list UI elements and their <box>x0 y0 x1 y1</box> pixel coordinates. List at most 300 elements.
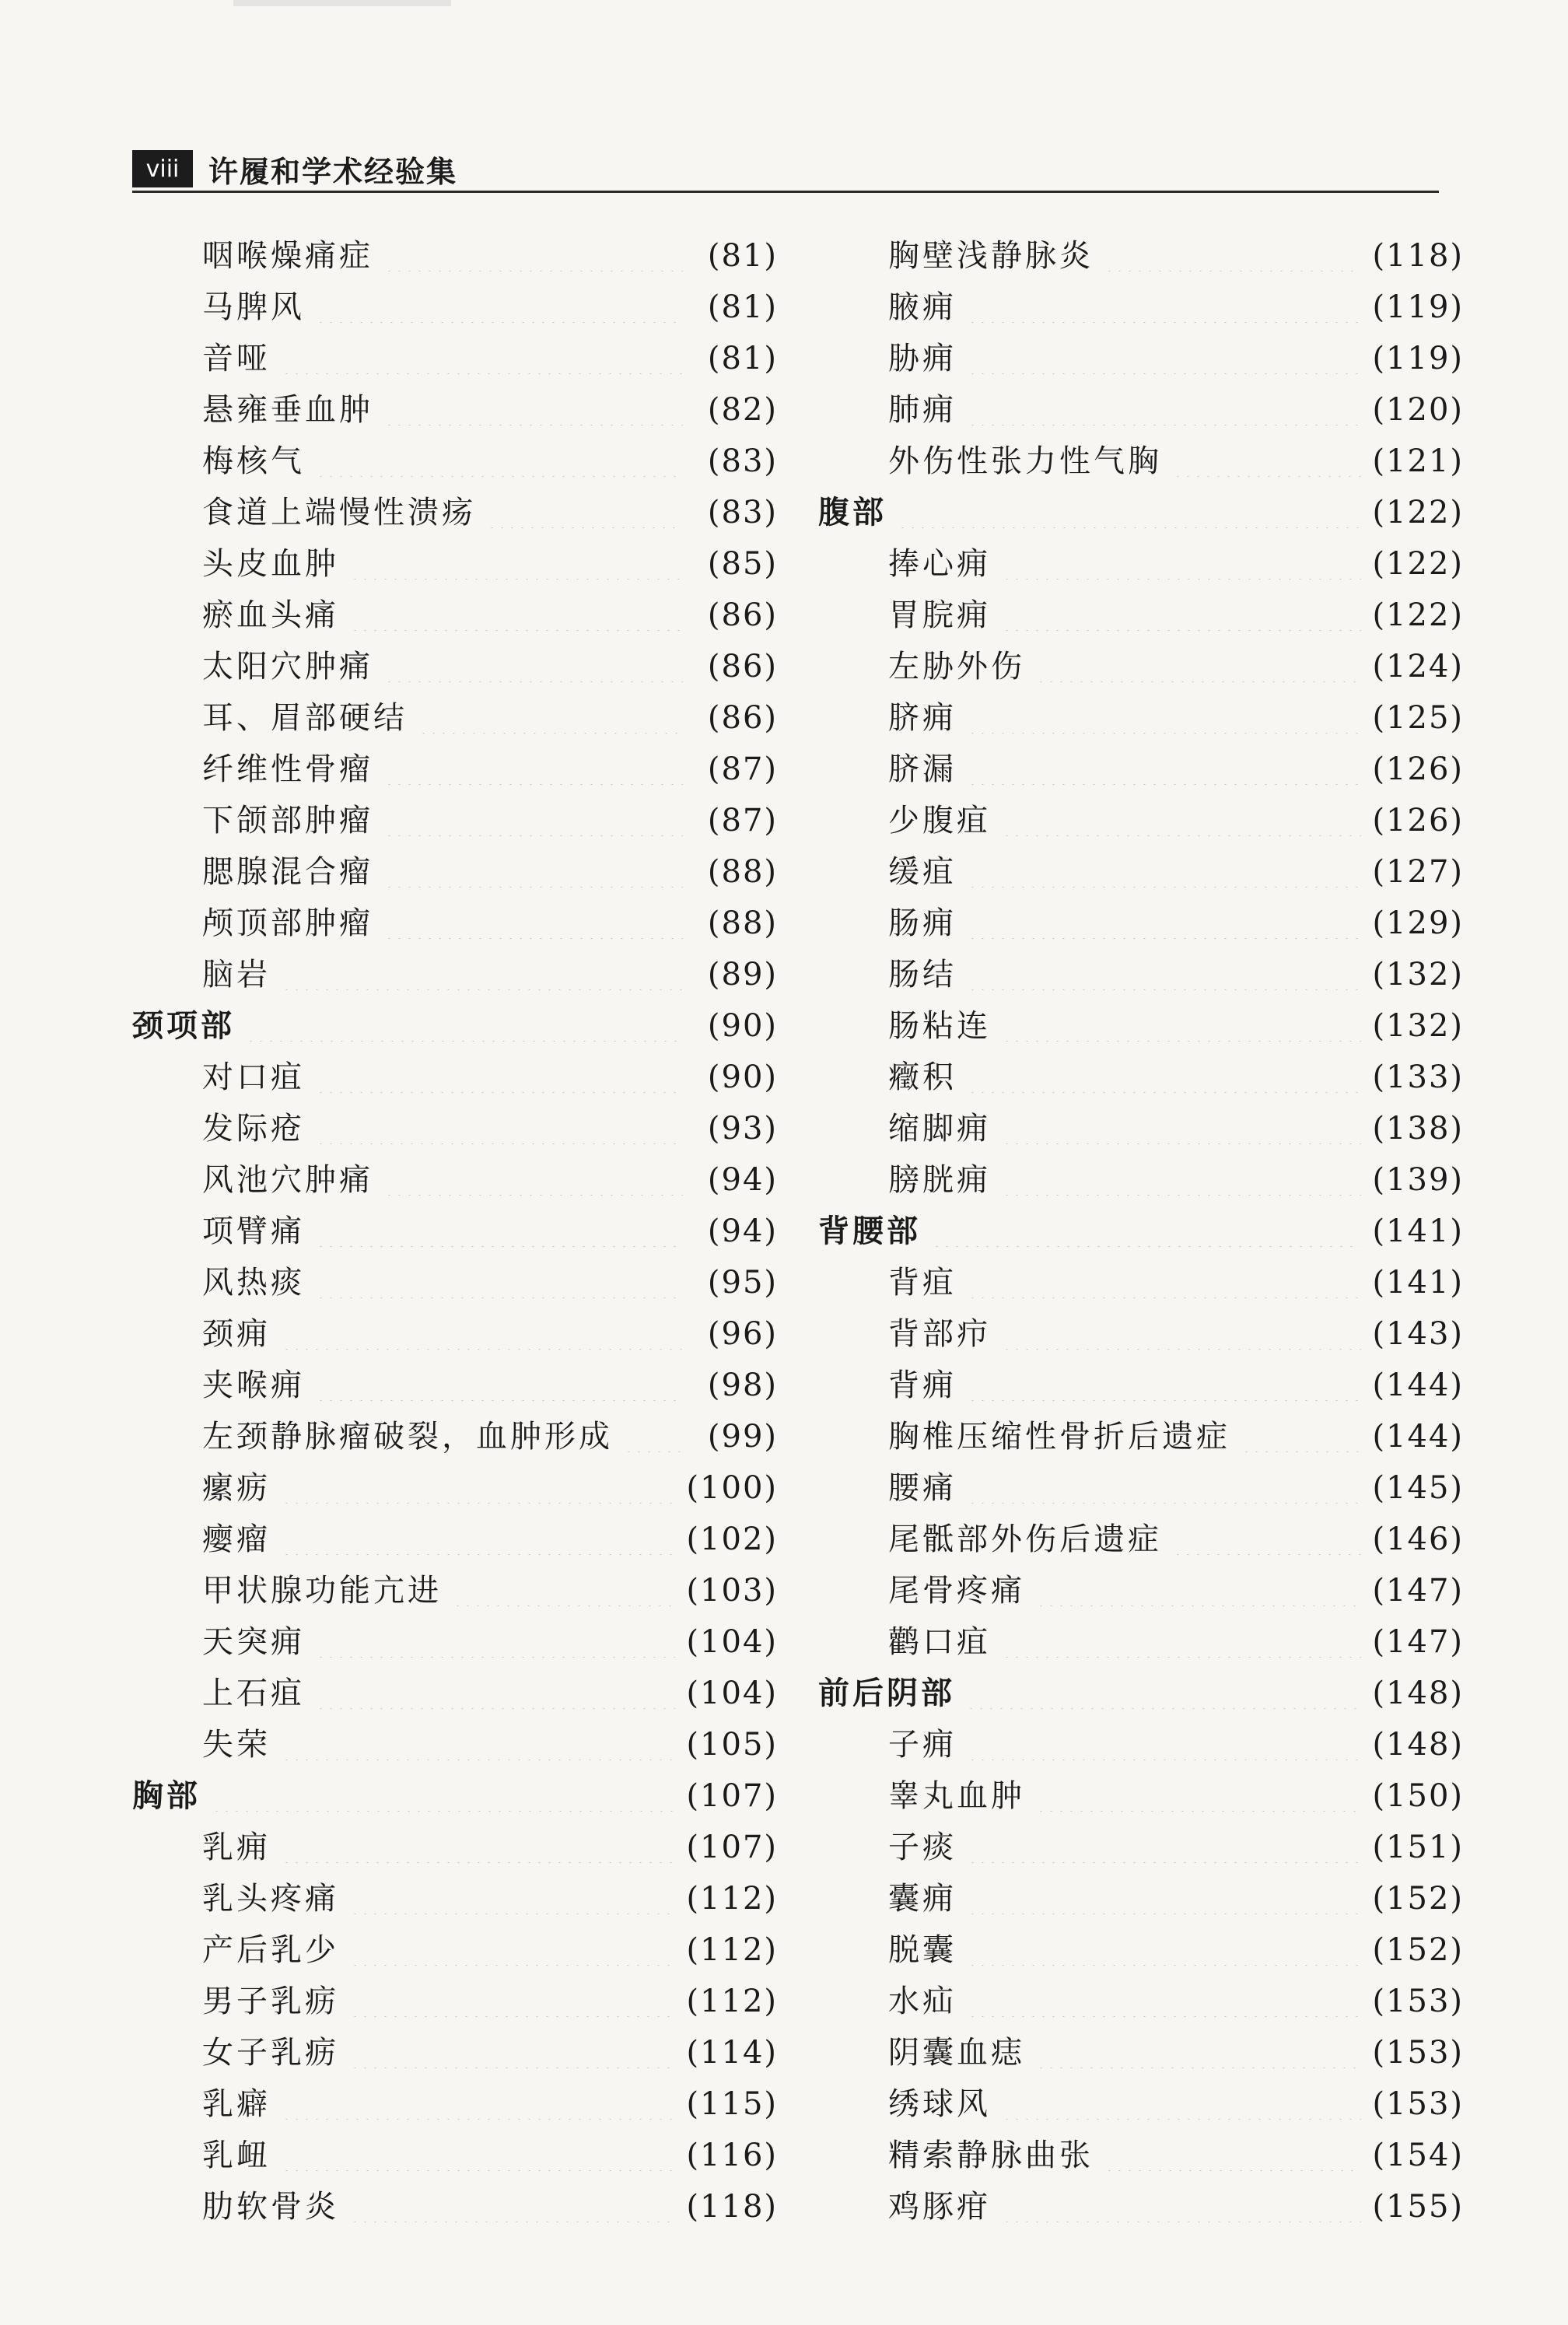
toc-entry[interactable] <box>818 1719 1464 1770</box>
dot-leader <box>968 1472 1361 1504</box>
toc-entry[interactable] <box>818 333 1464 384</box>
toc-entry[interactable] <box>132 1308 778 1360</box>
page-reference: (96) <box>707 1316 778 1352</box>
page-reference: (90) <box>707 1008 778 1044</box>
toc-entry[interactable] <box>818 898 1464 949</box>
page-reference: (112) <box>686 1984 778 2019</box>
dot-leader <box>487 497 683 528</box>
dot-leader <box>1002 1164 1361 1196</box>
page-reference: (86) <box>707 597 778 633</box>
entry-title: 膀胱痈 <box>888 1162 991 1198</box>
entry-title: 瘰疬 <box>202 1470 271 1506</box>
page-reference: (122) <box>1372 495 1464 530</box>
toc-entry[interactable] <box>818 1052 1464 1103</box>
page-reference: (87) <box>707 803 778 839</box>
page-reference: (86) <box>707 700 778 736</box>
section-title: 颈项部 <box>132 1008 235 1044</box>
toc-entry[interactable] <box>818 1360 1464 1411</box>
entry-title: 女子乳疬 <box>202 2035 339 2071</box>
dot-leader <box>932 1216 1361 1247</box>
entry-title: 乳衄 <box>202 2138 271 2173</box>
page-reference: (100) <box>686 1470 778 1506</box>
toc-left-column <box>132 230 778 2232</box>
dot-leader <box>282 959 683 990</box>
entry-title: 子痈 <box>888 1727 957 1763</box>
page-number-tag: viii <box>132 150 193 187</box>
toc-entry[interactable] <box>818 1873 1464 1924</box>
toc-entry[interactable] <box>132 1976 778 2027</box>
page-reference: (99) <box>707 1419 778 1455</box>
toc-entry[interactable] <box>132 1719 778 1770</box>
page-reference: (148) <box>1372 1675 1464 1711</box>
dot-leader <box>968 1370 1361 1401</box>
page-reference: (95) <box>707 1265 778 1301</box>
page-reference: (154) <box>1372 2138 1464 2173</box>
dot-leader <box>1002 1626 1361 1658</box>
toc-entry[interactable] <box>132 2181 778 2232</box>
dot-leader <box>350 1986 675 2017</box>
toc-entry[interactable] <box>132 487 778 538</box>
entry-title: 脐痈 <box>888 700 957 736</box>
page-reference: (82) <box>707 392 778 428</box>
dot-leader <box>1241 1421 1361 1452</box>
entry-title: 腮腺混合瘤 <box>202 854 373 890</box>
page-reference: (88) <box>707 905 778 941</box>
toc-entry[interactable] <box>818 590 1464 641</box>
dot-leader <box>350 548 683 579</box>
page-reference: (126) <box>1372 751 1464 787</box>
entry-title: 甲状腺功能亢进 <box>202 1573 442 1609</box>
scan-smudge <box>233 0 451 6</box>
entry-title: 缓疽 <box>888 854 957 890</box>
dot-leader <box>316 1216 683 1247</box>
dot-leader <box>968 702 1361 734</box>
toc-entry[interactable] <box>818 949 1464 1000</box>
page-reference: (118) <box>1372 238 1464 274</box>
toc-entry[interactable] <box>818 1411 1464 1462</box>
toc-entry[interactable] <box>818 846 1464 898</box>
page-reference: (139) <box>1372 1162 1464 1198</box>
entry-title: 悬雍垂血肿 <box>202 392 373 428</box>
toc-entry[interactable] <box>818 1000 1464 1052</box>
entry-title: 水疝 <box>888 1984 957 2019</box>
dot-leader <box>316 1626 675 1658</box>
toc-entry[interactable] <box>818 2027 1464 2078</box>
entry-title: 风热痰 <box>202 1265 305 1301</box>
entry-title: 胁痈 <box>888 341 957 376</box>
toc-entry[interactable] <box>132 1822 778 1873</box>
entry-title: 乳头疼痛 <box>202 1881 339 1917</box>
entry-title: 天突痈 <box>202 1624 305 1660</box>
entry-title: 颅顶部肿瘤 <box>202 905 373 941</box>
entry-title: 胃脘痈 <box>888 597 991 633</box>
toc-entry[interactable] <box>132 1257 778 1308</box>
toc-section-heading[interactable] <box>132 1000 778 1052</box>
toc-entry[interactable] <box>132 1411 778 1462</box>
page-reference: (132) <box>1372 957 1464 993</box>
toc-entry[interactable] <box>132 1514 778 1565</box>
entry-title: 睾丸血肿 <box>888 1778 1025 1814</box>
dot-leader <box>316 292 683 323</box>
dot-leader <box>1002 2089 1361 2120</box>
toc-entry[interactable] <box>132 2078 778 2130</box>
page-reference: (120) <box>1372 392 1464 428</box>
dot-leader <box>384 394 683 425</box>
dot-leader <box>1002 2191 1361 2222</box>
page-reference: (138) <box>1372 1111 1464 1147</box>
entry-title: 梅核气 <box>202 443 305 479</box>
page-reference: (133) <box>1372 1059 1464 1095</box>
dot-leader <box>316 446 683 477</box>
dot-leader <box>350 2191 675 2222</box>
dot-leader <box>453 1575 675 1606</box>
page-reference: (98) <box>707 1367 778 1403</box>
entry-title: 男子乳疬 <box>202 1984 339 2019</box>
entry-title: 尾骶部外伤后遗症 <box>888 1521 1162 1557</box>
page-reference: (103) <box>686 1573 778 1609</box>
toc-entry[interactable] <box>818 230 1464 282</box>
toc-entry[interactable] <box>132 1052 778 1103</box>
toc-entry[interactable] <box>132 795 778 846</box>
page-reference: (151) <box>1372 1830 1464 1865</box>
dot-leader <box>282 343 683 374</box>
toc-entry[interactable] <box>132 1873 778 1924</box>
toc-entry[interactable] <box>818 384 1464 436</box>
dot-leader <box>1173 446 1361 477</box>
dot-leader <box>384 1164 683 1196</box>
dot-leader <box>384 908 683 939</box>
entry-title: 囊痈 <box>888 1881 957 1917</box>
page-reference: (124) <box>1372 649 1464 685</box>
page-reference: (93) <box>707 1111 778 1147</box>
page-reference: (83) <box>707 495 778 530</box>
page-reference: (152) <box>1372 1881 1464 1917</box>
page-reference: (112) <box>686 1881 778 1917</box>
page-reference: (145) <box>1372 1470 1464 1506</box>
dot-leader <box>316 1062 683 1093</box>
toc-entry[interactable] <box>132 1103 778 1154</box>
entry-title: 发际疮 <box>202 1111 305 1147</box>
page-reference: (119) <box>1372 289 1464 325</box>
section-title: 腹部 <box>818 495 887 530</box>
page-reference: (115) <box>686 2086 778 2122</box>
dot-leader <box>316 1267 683 1298</box>
toc-entry[interactable] <box>132 2130 778 2181</box>
entry-title: 背疽 <box>888 1265 957 1301</box>
dot-leader <box>1036 1781 1361 1812</box>
dot-leader <box>968 1729 1361 1760</box>
dot-leader <box>1036 1575 1361 1606</box>
dot-leader <box>282 1832 675 1863</box>
page-reference: (141) <box>1372 1265 1464 1301</box>
toc-entry[interactable] <box>132 2027 778 2078</box>
toc-entry[interactable] <box>818 436 1464 487</box>
dot-leader <box>1002 548 1361 579</box>
toc-entry[interactable] <box>818 2181 1464 2232</box>
entry-title: 对口疽 <box>202 1059 305 1095</box>
toc-entry[interactable] <box>818 692 1464 744</box>
entry-title: 癥积 <box>888 1059 957 1095</box>
dot-leader <box>968 292 1361 323</box>
section-title: 胸部 <box>132 1778 201 1814</box>
page-reference: (125) <box>1372 700 1464 736</box>
toc-entry[interactable] <box>818 641 1464 692</box>
page-reference: (87) <box>707 751 778 787</box>
toc-entry[interactable] <box>818 1565 1464 1616</box>
page-reference: (104) <box>686 1624 778 1660</box>
entry-title: 脐漏 <box>888 751 957 787</box>
entry-title: 腰痛 <box>888 1470 957 1506</box>
toc-entry[interactable] <box>132 846 778 898</box>
entry-title: 瘿瘤 <box>202 1521 271 1557</box>
entry-title: 尾骨疼痛 <box>888 1573 1025 1609</box>
toc-entry[interactable] <box>132 1154 778 1206</box>
entry-title: 外伤性张力性气胸 <box>888 443 1162 479</box>
entry-title: 失荣 <box>202 1727 271 1763</box>
entry-title: 下颌部肿瘤 <box>202 803 373 839</box>
page-reference: (94) <box>707 1213 778 1249</box>
dot-leader <box>968 1935 1361 1966</box>
entry-title: 乳癖 <box>202 2086 271 2122</box>
toc-entry[interactable] <box>818 1257 1464 1308</box>
page-reference: (122) <box>1372 546 1464 582</box>
page-reference: (153) <box>1372 2035 1464 2071</box>
page-reference: (94) <box>707 1162 778 1198</box>
dot-leader <box>1104 2140 1361 2171</box>
toc-entry[interactable] <box>132 1668 778 1719</box>
entry-title: 阴囊血痣 <box>888 2035 1025 2071</box>
toc-entry[interactable] <box>132 1924 778 1976</box>
page-reference: (148) <box>1372 1727 1464 1763</box>
page-reference: (126) <box>1372 803 1464 839</box>
page-reference: (121) <box>1372 443 1464 479</box>
dot-leader <box>384 651 683 682</box>
entry-title: 产后乳少 <box>202 1932 339 1968</box>
dot-leader <box>384 805 683 836</box>
entry-title: 乳痈 <box>202 1830 271 1865</box>
page-reference: (143) <box>1372 1316 1464 1352</box>
toc-entry[interactable] <box>818 282 1464 333</box>
toc-entry[interactable] <box>818 1103 1464 1154</box>
entry-title: 上石疽 <box>202 1675 305 1711</box>
toc-entry[interactable] <box>132 692 778 744</box>
entry-title: 背痈 <box>888 1367 957 1403</box>
dot-leader <box>966 1678 1361 1709</box>
dot-leader <box>282 1318 683 1350</box>
toc-section-heading[interactable] <box>132 1770 778 1822</box>
entry-title: 精索静脉曲张 <box>888 2138 1094 2173</box>
page-reference: (112) <box>686 1932 778 1968</box>
entry-title: 左胁外伤 <box>888 649 1025 685</box>
entry-title: 子痰 <box>888 1830 957 1865</box>
page-reference: (88) <box>707 854 778 890</box>
entry-title: 脑岩 <box>202 957 271 993</box>
dot-leader <box>1104 240 1361 271</box>
toc-section-heading[interactable] <box>818 487 1464 538</box>
dot-leader <box>968 1883 1361 1914</box>
entry-title: 脱囊 <box>888 1932 957 1968</box>
toc-right-column <box>818 230 1464 2232</box>
entry-title: 绣球风 <box>888 2086 991 2122</box>
dot-leader <box>316 1370 683 1401</box>
entry-title: 食道上端慢性溃疡 <box>202 495 476 530</box>
dot-leader <box>384 240 683 271</box>
entry-title: 腋痈 <box>888 289 957 325</box>
dot-leader <box>212 1781 675 1812</box>
toc-entry[interactable] <box>818 1976 1464 2027</box>
page-reference: (127) <box>1372 854 1464 890</box>
dot-leader <box>350 2037 675 2068</box>
entry-title: 肠结 <box>888 957 957 993</box>
page-reference: (150) <box>1372 1778 1464 1814</box>
dot-leader <box>350 1883 675 1914</box>
entry-title: 咽喉燥痛症 <box>202 238 373 274</box>
dot-leader <box>316 1113 683 1144</box>
page-reference: (153) <box>1372 1984 1464 2019</box>
dot-leader <box>282 1729 675 1760</box>
dot-leader <box>968 1267 1361 1298</box>
toc-entry[interactable] <box>818 1154 1464 1206</box>
entry-title: 缩脚痈 <box>888 1111 991 1147</box>
entry-title: 左颈静脉瘤破裂，血肿形成 <box>202 1419 613 1455</box>
entry-title: 背部疖 <box>888 1316 991 1352</box>
toc-entry[interactable] <box>818 1924 1464 1976</box>
entry-title: 肺痈 <box>888 392 957 428</box>
dot-leader <box>1002 1010 1361 1042</box>
toc-entry[interactable] <box>132 1462 778 1514</box>
toc-entry[interactable] <box>132 333 778 384</box>
header-rule <box>132 191 1439 193</box>
dot-leader <box>968 856 1361 888</box>
dot-leader <box>968 1062 1361 1093</box>
page-reference: (122) <box>1372 597 1464 633</box>
toc-entry[interactable] <box>132 590 778 641</box>
toc-entry[interactable] <box>132 1206 778 1257</box>
page-reference: (107) <box>686 1830 778 1865</box>
page-reference: (132) <box>1372 1008 1464 1044</box>
page-reference: (141) <box>1372 1213 1464 1249</box>
dot-leader <box>350 1935 675 1966</box>
page-reference: (81) <box>707 289 778 325</box>
dot-leader <box>350 600 683 631</box>
page-reference: (81) <box>707 341 778 376</box>
page-reference: (83) <box>707 443 778 479</box>
toc-entry[interactable] <box>132 384 778 436</box>
entry-title: 肠痈 <box>888 905 957 941</box>
dot-leader <box>384 754 683 785</box>
dot-leader <box>282 2140 675 2171</box>
entry-title: 瘀血头痛 <box>202 597 339 633</box>
entry-title: 纤维性骨瘤 <box>202 751 373 787</box>
toc-entry[interactable] <box>818 1616 1464 1668</box>
page-reference: (114) <box>686 2035 778 2071</box>
dot-leader <box>1002 600 1361 631</box>
entry-title: 胸椎压缩性骨折后遗症 <box>888 1419 1230 1455</box>
entry-title: 马脾风 <box>202 289 305 325</box>
toc-entry[interactable] <box>132 436 778 487</box>
entry-title: 鸡豚疳 <box>888 2189 991 2225</box>
page-reference: (105) <box>686 1727 778 1763</box>
page-reference: (107) <box>686 1778 778 1814</box>
dot-leader <box>1002 1318 1361 1350</box>
toc-entry[interactable] <box>132 898 778 949</box>
toc-entry[interactable] <box>818 795 1464 846</box>
page-reference: (153) <box>1372 2086 1464 2122</box>
page-reference: (85) <box>707 546 778 582</box>
page-reference: (152) <box>1372 1932 1464 1968</box>
toc-entry[interactable] <box>818 2078 1464 2130</box>
entry-title: 捧心痈 <box>888 546 991 582</box>
entry-title: 夹喉痈 <box>202 1367 305 1403</box>
dot-leader <box>282 1472 675 1504</box>
toc-entry[interactable] <box>132 744 778 795</box>
toc-entry[interactable] <box>818 538 1464 590</box>
entry-title: 音哑 <box>202 341 271 376</box>
toc-entry[interactable] <box>818 1514 1464 1565</box>
toc-entry[interactable] <box>132 1565 778 1616</box>
book-title: 许履和学术经验集 <box>208 154 458 189</box>
entry-title: 肠粘连 <box>888 1008 991 1044</box>
page-reference: (147) <box>1372 1573 1464 1609</box>
dot-leader <box>624 1421 683 1452</box>
entry-title: 项臂痛 <box>202 1213 305 1249</box>
page-reference: (102) <box>686 1521 778 1557</box>
entry-title: 鹳口疽 <box>888 1624 991 1660</box>
entry-title: 少腹疽 <box>888 803 991 839</box>
toc-section-heading[interactable] <box>818 1668 1464 1719</box>
entry-title: 颈痈 <box>202 1316 271 1352</box>
toc-entry[interactable] <box>132 1616 778 1668</box>
dot-leader <box>1002 805 1361 836</box>
toc-entry[interactable] <box>818 744 1464 795</box>
toc-entry[interactable] <box>818 1462 1464 1514</box>
entry-title: 胸壁浅静脉炎 <box>888 238 1094 274</box>
dot-leader <box>968 908 1361 939</box>
toc-entry[interactable] <box>132 538 778 590</box>
page-reference: (81) <box>707 238 778 274</box>
toc-section-heading[interactable] <box>818 1206 1464 1257</box>
page-reference: (86) <box>707 649 778 685</box>
toc-entry[interactable] <box>132 282 778 333</box>
page-reference: (144) <box>1372 1419 1464 1455</box>
dot-leader <box>316 1678 675 1709</box>
dot-leader <box>968 1832 1361 1863</box>
page-reference: (89) <box>707 957 778 993</box>
page-reference: (119) <box>1372 341 1464 376</box>
section-title: 前后阴部 <box>818 1675 955 1711</box>
page-reference: (146) <box>1372 1521 1464 1557</box>
page-reference: (147) <box>1372 1624 1464 1660</box>
dot-leader <box>1036 651 1361 682</box>
page-reference: (129) <box>1372 905 1464 941</box>
page-reference: (90) <box>707 1059 778 1095</box>
toc-entry[interactable] <box>132 1360 778 1411</box>
dot-leader <box>1036 2037 1361 2068</box>
toc-entry[interactable] <box>132 949 778 1000</box>
page-reference: (104) <box>686 1675 778 1711</box>
toc-entry[interactable] <box>132 641 778 692</box>
dot-leader <box>898 497 1361 528</box>
dot-leader <box>384 856 683 888</box>
toc-entry[interactable] <box>818 1770 1464 1822</box>
page-reference: (144) <box>1372 1367 1464 1403</box>
toc-entry[interactable] <box>818 1308 1464 1360</box>
toc-entry[interactable] <box>818 1822 1464 1873</box>
toc-entry[interactable] <box>818 2130 1464 2181</box>
page-reference: (116) <box>686 2138 778 2173</box>
toc-entry[interactable] <box>132 230 778 282</box>
page-header <box>132 149 457 188</box>
